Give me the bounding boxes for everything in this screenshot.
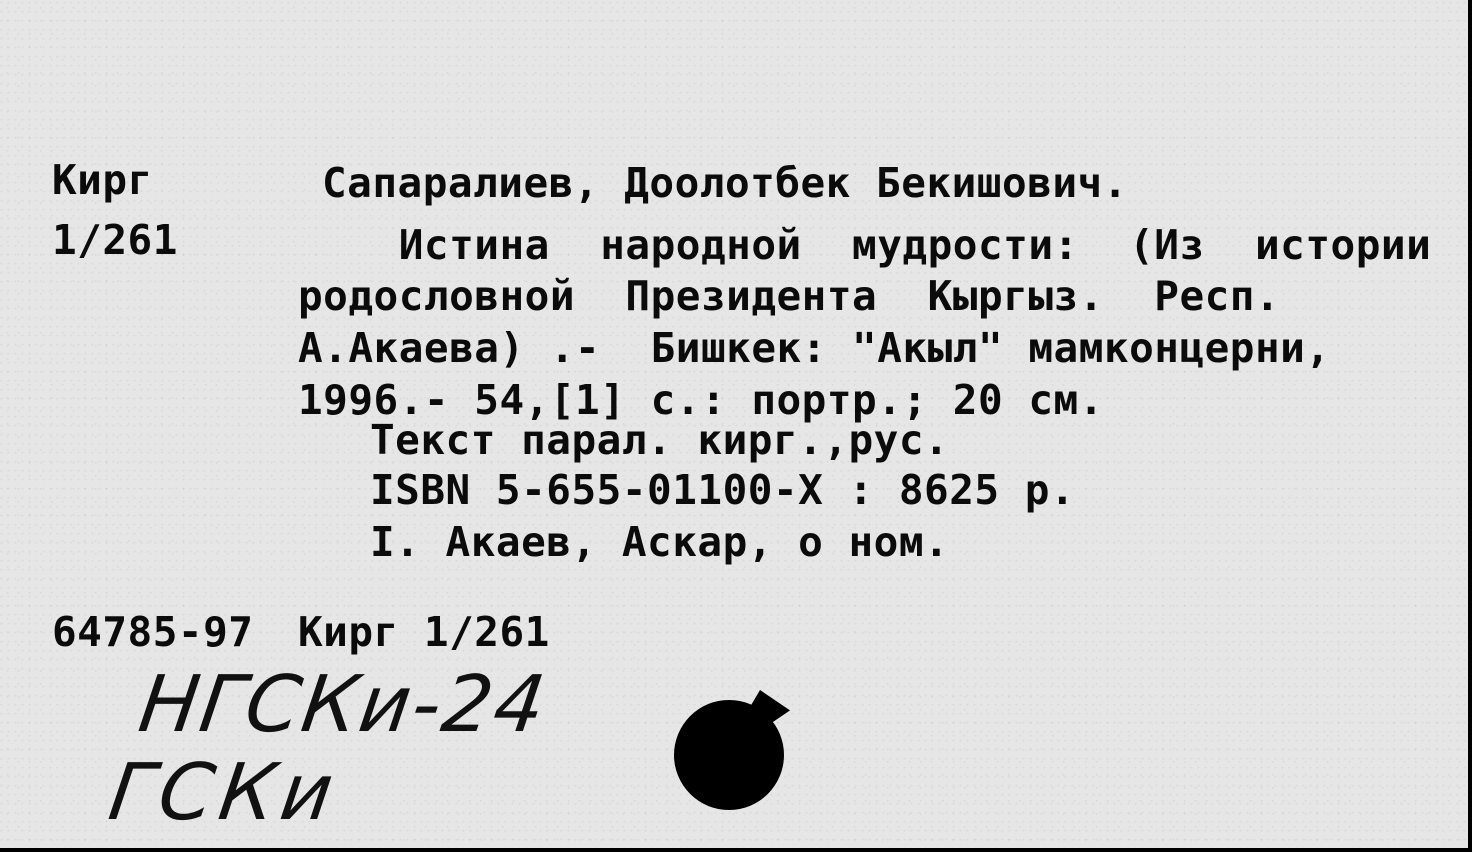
title-line-4: 1996.- 54,[1] с.: портр.; 20 см.	[298, 376, 1104, 424]
title-line-1: Истина народной мудрости: (Из истории	[298, 221, 1432, 269]
shelfmark-line-2: 1/261	[52, 216, 178, 264]
handwritten-note-2: ГСКи	[103, 748, 345, 838]
punch-hole	[674, 700, 784, 810]
title-line-2: родословной Президента Кыргыз. Респ.	[298, 272, 1281, 320]
title-line-3: А.Акаева) .- Бишкек: "Акыл" мамконцерни,	[298, 324, 1331, 372]
call-number: Кирг 1/261	[298, 608, 550, 656]
shelfmark-line-1: Кирг	[52, 156, 153, 204]
note-subject: I. Акаев, Аскар, о ном.	[370, 518, 950, 566]
handwritten-note-1: НГСКи-24	[133, 660, 553, 750]
note-language: Текст парал. кирг.,рус.	[370, 416, 950, 464]
accession-number: 64785-97	[52, 608, 254, 656]
author-heading: Сапаралиев, Доолотбек Бекишович.	[322, 159, 1128, 207]
note-isbn: ISBN 5-655-01100-X : 8625 р.	[370, 466, 1076, 514]
